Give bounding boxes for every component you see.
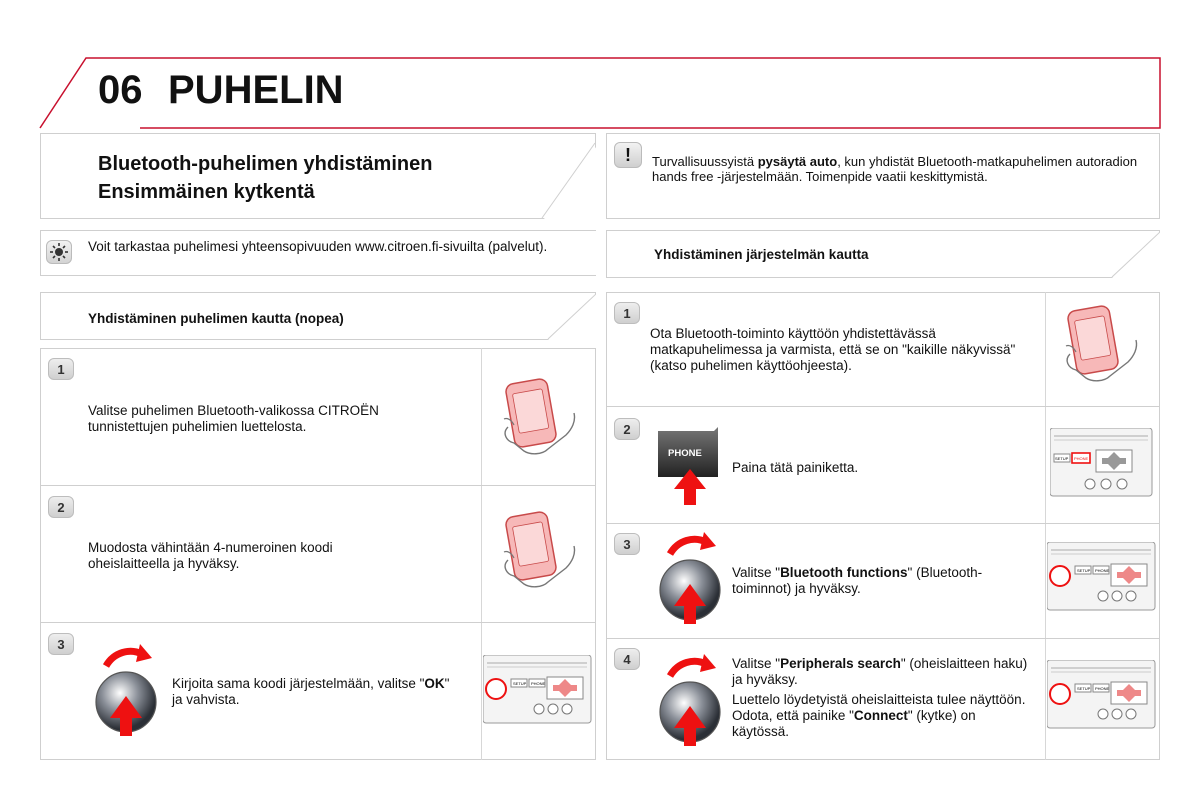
rotary-knob-icon xyxy=(654,528,726,633)
step-text: Paina tätä painiketta. xyxy=(732,460,859,475)
smartphone-hand-icon xyxy=(500,375,580,462)
section-title-line2: Ensimmäinen kytkentä xyxy=(98,181,315,203)
radio-panel-icon xyxy=(1050,428,1154,503)
chapter-number: 06 xyxy=(98,68,143,112)
right-header: Yhdistäminen järjestelmän kautta xyxy=(654,247,869,262)
warning-icon: ! xyxy=(614,142,642,168)
section-title-line1: Bluetooth-puhelimen yhdistäminen xyxy=(98,153,433,175)
rotary-knob-icon xyxy=(654,650,726,755)
chapter-title: PUHELIN xyxy=(168,68,344,112)
step-number: 2 xyxy=(48,496,74,518)
rotary-knob-icon xyxy=(90,640,162,745)
svg-text:PHONE: PHONE xyxy=(1095,568,1110,573)
svg-text:PHONE: PHONE xyxy=(531,681,546,686)
step-text: Valitse puhelimen Bluetooth-valikossa CITROËN tunnistettujen puhelimien luettelosta. xyxy=(88,403,379,434)
radio-panel-icon xyxy=(483,655,593,730)
right-header-corner xyxy=(1108,230,1160,278)
radio-panel-icon xyxy=(1047,542,1157,617)
step-number: 3 xyxy=(48,633,74,655)
svg-text:PHONE: PHONE xyxy=(668,448,702,459)
warning-text: Turvallisuussyistä pysäytä auto, kun yhdistät Bluetooth-matkapuhelimen autoradion hands free -järjestelmään. Toimenpide vaatii keskittymistä. xyxy=(652,154,1138,184)
step-number: 1 xyxy=(614,302,640,324)
svg-text:SETUP: SETUP xyxy=(1077,686,1091,691)
step-text: Muodosta vähintään 4-numeroinen koodi oheislaitteella ja hyväksy. xyxy=(88,540,333,571)
svg-text:SETUP: SETUP xyxy=(1055,456,1069,461)
step-text: Valitse "Peripherals search" (oheislaitteen haku) ja hyväksy. xyxy=(732,656,1028,687)
svg-text:PHONE: PHONE xyxy=(1095,686,1110,691)
phone-button-icon xyxy=(658,427,720,512)
section-title xyxy=(98,150,432,206)
step-number: 4 xyxy=(614,648,640,670)
smartphone-hand-icon xyxy=(1062,302,1142,389)
smartphone-hand-icon xyxy=(500,508,580,595)
step-text: Valitse "Bluetooth functions" (Bluetooth-toiminnot) ja hyväksy. xyxy=(732,565,983,596)
svg-text:SETUP: SETUP xyxy=(1077,568,1091,573)
step-number: 2 xyxy=(614,418,640,440)
left-header: Yhdistäminen puhelimen kautta (nopea) xyxy=(88,311,344,326)
radio-panel-icon xyxy=(1047,660,1157,735)
section-title-corner xyxy=(540,133,596,219)
step-number: 3 xyxy=(614,533,640,555)
lightbulb-icon xyxy=(46,240,72,264)
step-text: Kirjoita sama koodi järjestelmään, valitse "OK" ja vahvista. xyxy=(172,676,450,707)
tip-text: Voit tarkastaa puhelimesi yhteensopivuuden www.citroen.fi-sivuilta (palvelut). xyxy=(88,239,548,254)
left-header-corner xyxy=(544,292,596,340)
svg-text:SETUP: SETUP xyxy=(513,681,527,686)
svg-text:PHONE: PHONE xyxy=(1074,456,1089,461)
step-number: 1 xyxy=(48,358,74,380)
step-text-continued: Luettelo löydetyistä oheislaitteista tulee näyttöön. Odota, että painike "Connect" (kytke) on käytössä. xyxy=(732,692,1026,739)
step-text: Ota Bluetooth-toiminto käyttöön yhdistettävässä matkapuhelimessa ja varmista, että se on "kaikille näkyvissä" (katso puhelimen käyttöohjeesta). xyxy=(650,326,1016,373)
